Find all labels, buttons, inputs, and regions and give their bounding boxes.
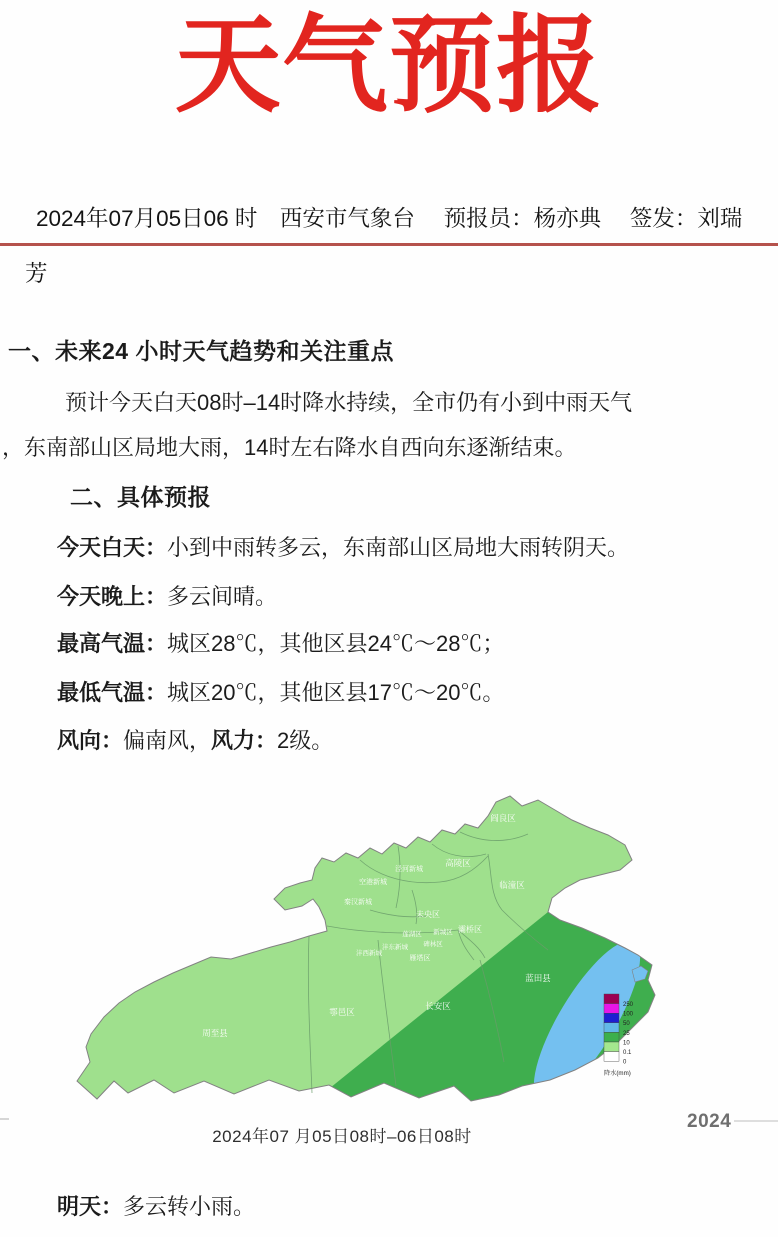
forecast-row-wind (57, 724, 333, 755)
district-label-konggang: 空港新城 (359, 879, 387, 886)
forecast-value: 城区28℃，其他区县24℃～28℃； (167, 631, 505, 656)
district-label-zhouzhi: 周至县 (202, 1028, 228, 1038)
tomorrow-label: 明天： (57, 1194, 124, 1219)
tomorrow-forecast-row (57, 1190, 255, 1221)
forecast-value: 小到中雨转多云，东南部山区局地大雨转阴天。 (167, 535, 630, 560)
legend-value-50: 50 (623, 1021, 630, 1028)
legend-swatch-25 (604, 1023, 619, 1033)
forecast-label: 今天白天： (57, 535, 168, 560)
precipitation-map (60, 790, 720, 1125)
district-label-baqiao: 灞桥区 (458, 925, 482, 934)
xian-precipitation-map-svg (60, 790, 720, 1125)
forecast-row-tmax (57, 627, 504, 658)
forecast-value: 多云间晴。 (167, 584, 278, 609)
legend-swatch-0 (604, 1052, 619, 1062)
legend-value-0-1: 0.1 (623, 1050, 632, 1056)
wind-direction-label: 风向： (57, 728, 124, 753)
legend-value-250: 250 (623, 1002, 634, 1008)
edge-line-left (0, 1118, 9, 1120)
district-label-lintong: 临潼区 (499, 880, 525, 890)
forecast-label: 最高气温： (57, 631, 168, 656)
district-label-lianhu: 莲湖区 (402, 931, 422, 938)
district-label-jinghe: 泾河新城 (395, 866, 423, 873)
section1-body-line1: 预计今天白天08时–14时降水持续，全市仍有小到中雨天气 (65, 390, 633, 415)
wind-direction-value: 偏南风， (123, 728, 212, 753)
legend-swatch-10 (604, 1032, 619, 1042)
tomorrow-value: 多云转小雨。 (123, 1194, 256, 1219)
section2-heading: 二、具体预报 (70, 484, 211, 510)
edge-line-right (734, 1120, 778, 1122)
legend-value-0: 0 (623, 1059, 627, 1066)
precipitation-legend (604, 994, 634, 1077)
forecast-label: 今天晚上： (57, 584, 168, 609)
forecast-row-daytime (57, 531, 629, 562)
district-label-lantian: 蓝田县 (525, 973, 551, 983)
legend-swatch-50 (604, 1013, 619, 1023)
legend-swatch-100 (604, 1004, 619, 1014)
section1-heading: 一、未来24 小时天气趋势和关注重点 (8, 338, 394, 364)
district-label-yanta: 雁塔区 (409, 955, 431, 962)
issue-info-wrap: 芳 (25, 261, 48, 286)
forecast-label: 最低气温： (57, 680, 168, 705)
district-label-fengdong: 沣东新城 (382, 944, 408, 951)
legend-swatch-250 (604, 994, 619, 1004)
section1-body-line2: ，东南部山区局地大雨，14时左右降水自西向东逐渐结束。 (2, 435, 577, 460)
district-label-fengxi: 沣西新城 (356, 950, 382, 957)
legend-title: 降水(mm) (604, 1070, 631, 1077)
district-label-qinhan: 秦汉新城 (344, 899, 372, 906)
legend-value-100: 100 (623, 1011, 634, 1018)
forecast-row-tmin (57, 676, 504, 707)
district-label-yanliang: 阎良区 (490, 813, 516, 823)
legend-value-10: 10 (623, 1040, 630, 1047)
wind-force-label: 风力： (211, 728, 278, 753)
district-label-beilin: 碑林区 (423, 941, 443, 948)
issue-info-line: 2024年07月05日06 时 西安市气象台 预报员：杨亦典 签发：刘瑞 (36, 206, 743, 231)
wind-force-value: 2级。 (277, 728, 334, 753)
legend-value-25: 25 (623, 1030, 630, 1037)
district-label-xincheng: 新城区 (433, 929, 453, 936)
district-label-weiyang: 未央区 (416, 910, 440, 919)
forecast-row-tonight (57, 580, 277, 611)
forecast-value: 城区20℃，其他区县17℃～20℃。 (167, 680, 505, 705)
header-divider (0, 243, 778, 246)
district-label-changan: 长安区 (425, 1001, 451, 1011)
legend-swatch-0-1 (604, 1042, 619, 1052)
district-label-huyi: 鄠邑区 (329, 1007, 355, 1017)
district-label-gaoling: 高陵区 (445, 858, 471, 868)
page-title: 天气预报 (175, 7, 603, 125)
edge-text-fragment: 2024 (687, 1111, 732, 1132)
map-caption: 2024年07 月05日08时–06日08时 (212, 1127, 472, 1146)
